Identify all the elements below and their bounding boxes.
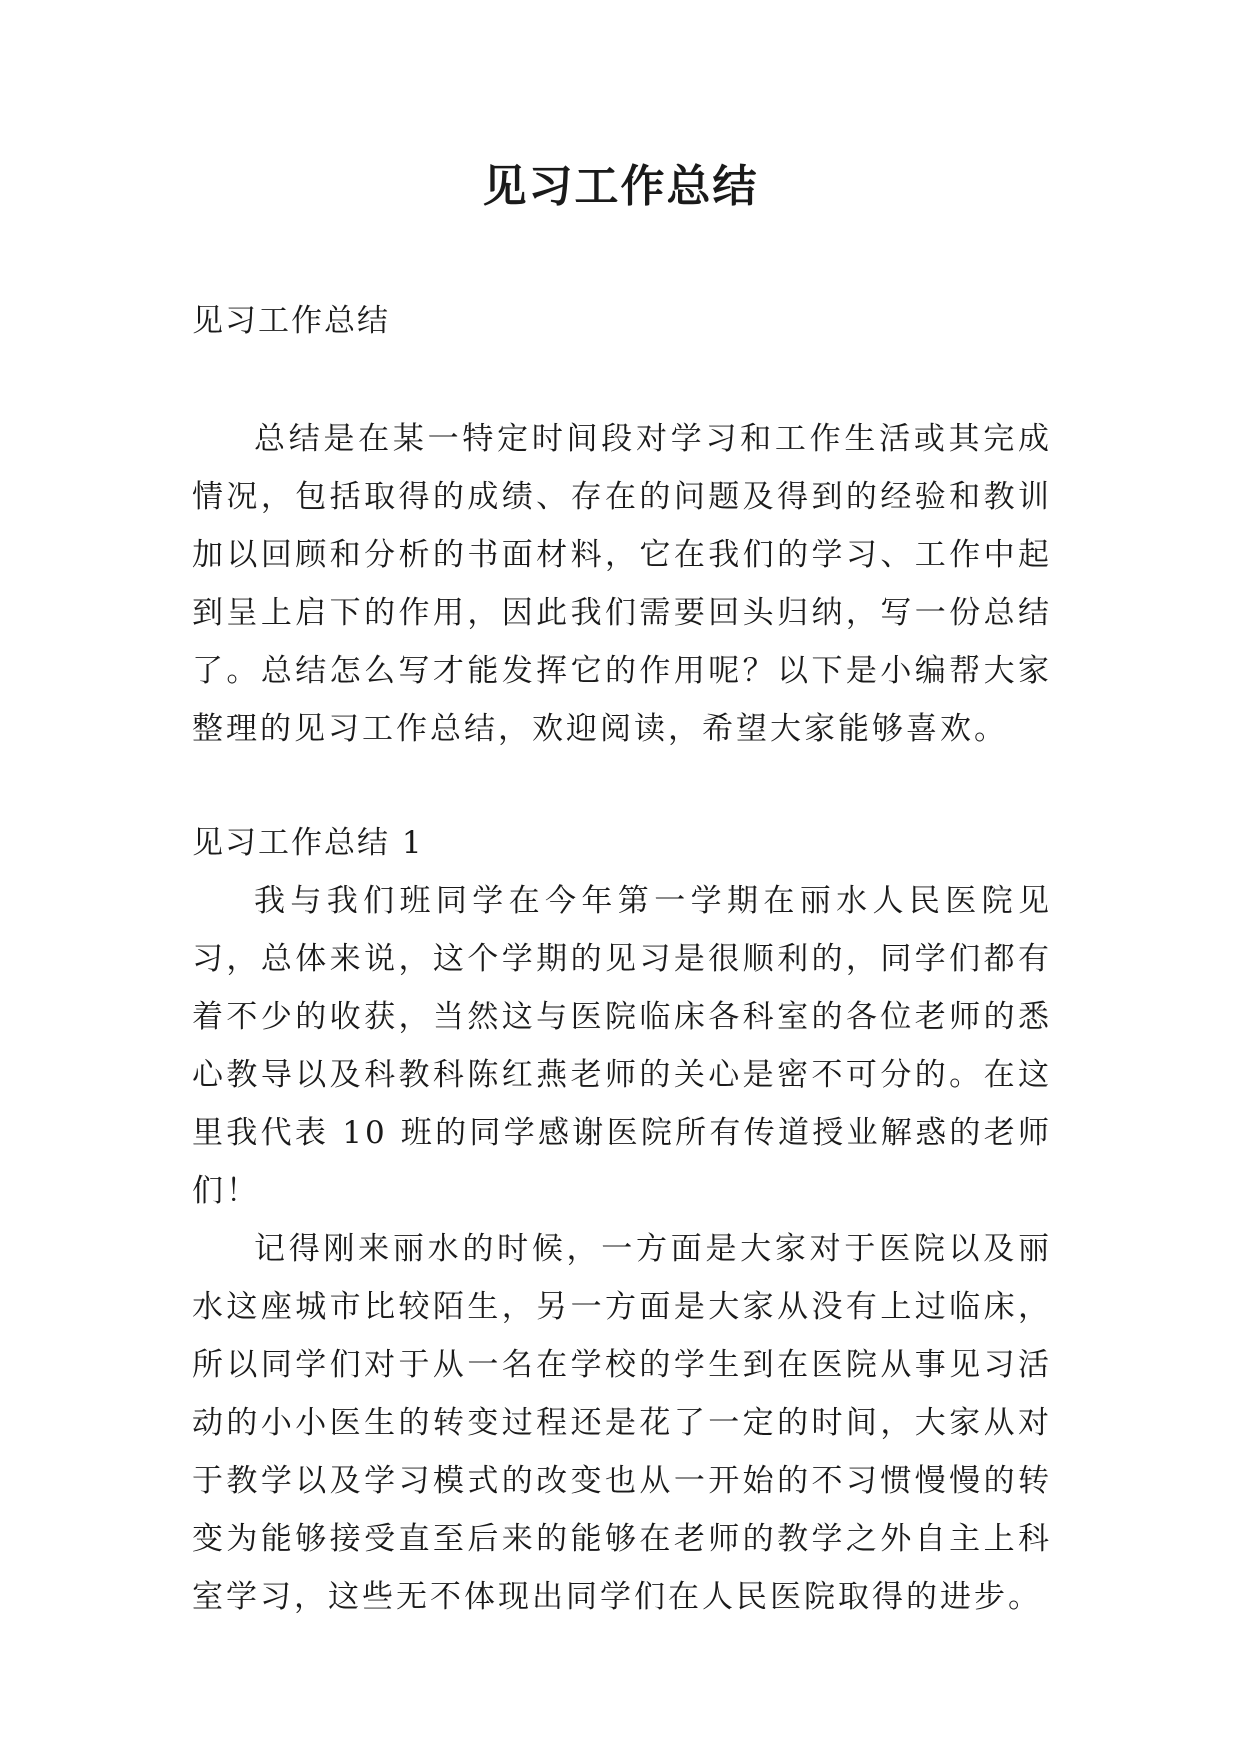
document-title: 见习工作总结 bbox=[482, 161, 759, 212]
body-paragraph: 我与我们班同学在今年第一学期在丽水人民医院见习，总体来说，这个学期的见习是很顺利的，同学们都有着不少的收获，当然这与医院临床各科室的各位老师的悉心教导以及科教科陈红燕老师的关心是密不可分的。在这里我代表 10 班的同学感谢医院所有传道授业解惑的老师们！ bbox=[192, 883, 1052, 1209]
body-paragraph: 记得刚来丽水的时候，一方面是大家对于医院以及丽水这座城市比较陌生，另一方面是大家从没有上过临床，所以同学们对于从一名在学校的学生到在医院从事见习活动的小小医生的转变过程还是花了一定的时间，大家从对于教学以及学习模式的改变也从一开始的不习惯慢慢的转变为能够接受直至后来的能够在老师的教学之外自主上科室学习，这些无不体现出同学们在人民医院取得的进步。 bbox=[192, 1231, 1052, 1615]
spacer bbox=[192, 758, 1052, 814]
document-body bbox=[192, 292, 1052, 1626]
document-heading: 见习工作总结 bbox=[192, 303, 390, 339]
spacer bbox=[192, 350, 1052, 410]
section-heading: 见习工作总结 1 bbox=[192, 825, 424, 861]
intro-paragraph: 总结是在某一特定时间段对学习和工作生活或其完成情况，包括取得的成绩、存在的问题及得到的经验和教训加以回顾和分析的书面材料，它在我们的学习、工作中起到呈上启下的作用，因此我们需要回头归纳，写一份总结了。总结怎么写才能发挥它的作用呢？以下是小编帮大家整理的见习工作总结，欢迎阅读，希望大家能够喜欢。 bbox=[192, 421, 1052, 747]
